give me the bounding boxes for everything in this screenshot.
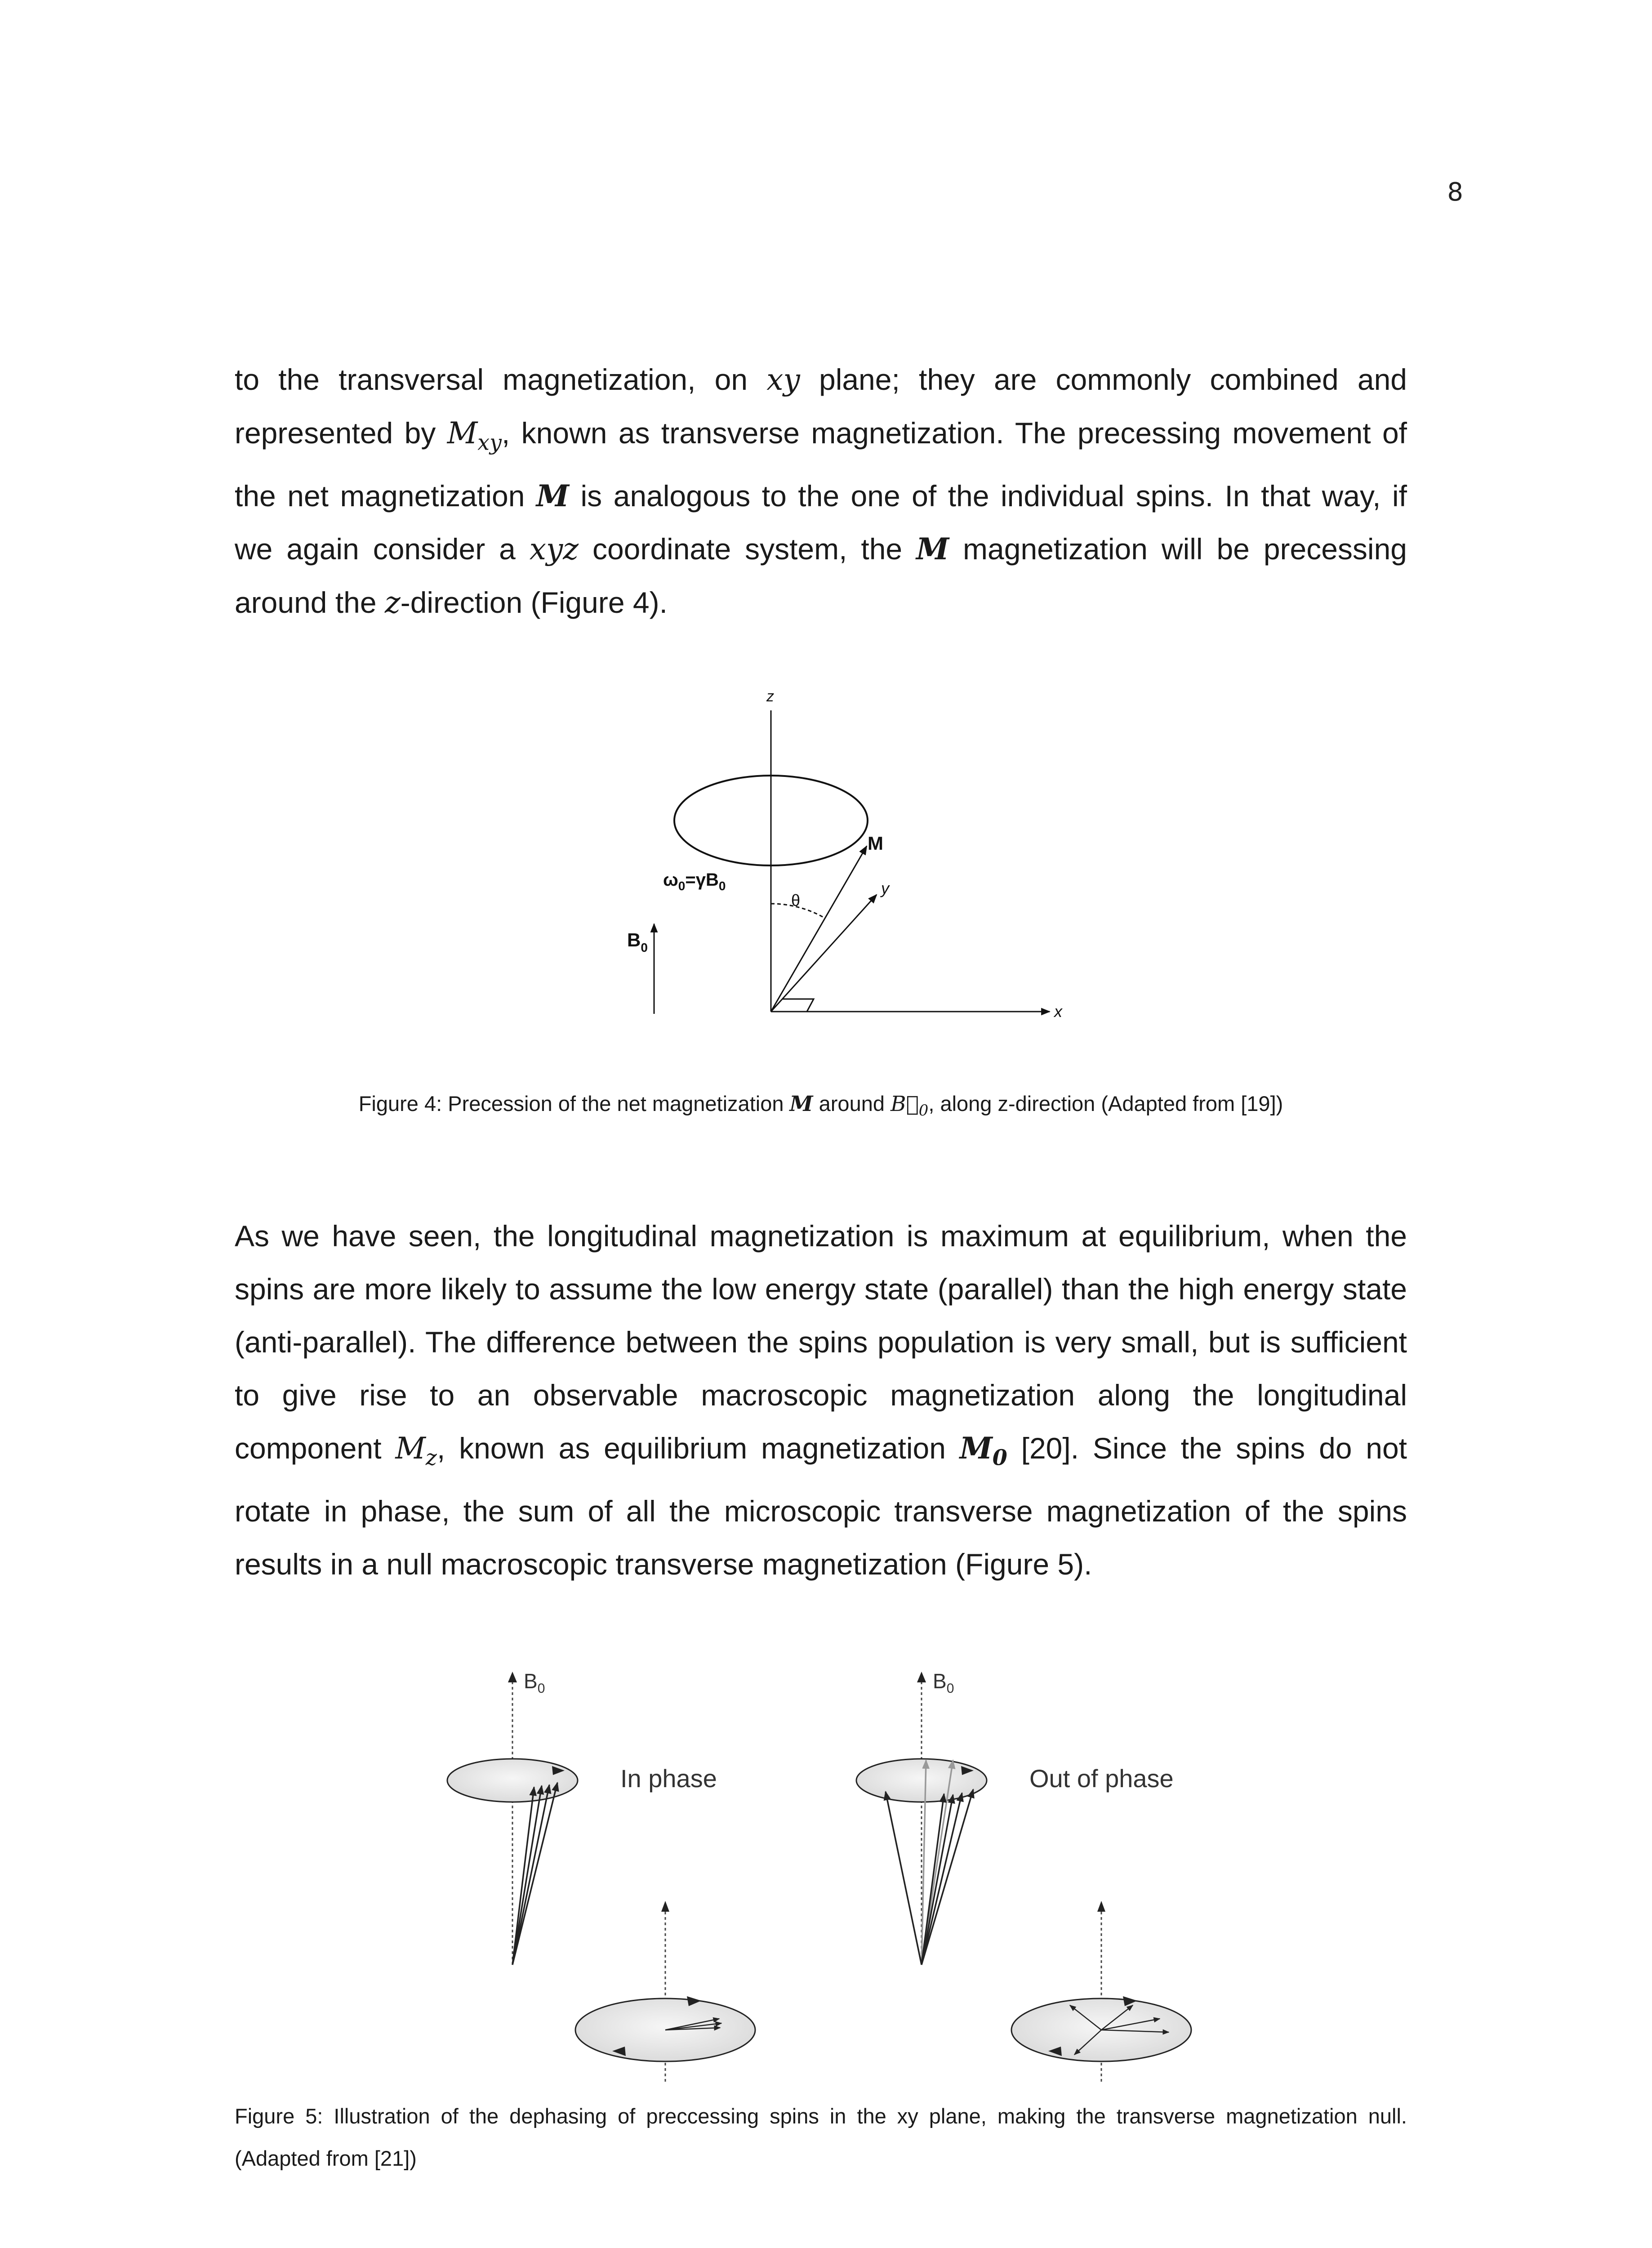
precession-cone-top-in-phase [447, 1759, 578, 1802]
paragraph-equilibrium-magnetization [235, 1209, 1407, 1591]
b0-label-in-phase: $B_0$ [524, 1669, 545, 1696]
m-vector [771, 846, 867, 1012]
in-phase-label: In phase [620, 1764, 717, 1793]
text-line: (anti-parallel). The difference between the spins population is very small, but is sufficient [235, 1325, 1407, 1359]
text-line: around the z-direction (Figure 4). [235, 585, 668, 620]
text-line: rotate in phase, the sum of all the microscopic transverse magnetization of the spins [235, 1494, 1407, 1528]
x-label: x [1054, 1002, 1062, 1021]
m-label: M [868, 833, 883, 854]
out-of-phase-label: Out of phase [1029, 1764, 1174, 1793]
text-line: results in a null macroscopic transverse magnetization (Figure 5). [235, 1548, 1092, 1581]
text-line: spins are more likely to assume the low energy state (parallel) than the high energy state [235, 1272, 1407, 1306]
text-line: we again consider a xyz coordinate system, the M magnetization will be precessing [235, 531, 1407, 567]
caption-line: Figure 5: Illustration of the dephasing of preccessing spins in the xy plane, making the transverse magnetization null. [235, 2104, 1407, 2128]
spin-vectors-in-phase [512, 1783, 557, 1965]
text-line: to give rise to an observable macroscopic magnetization along the longitudinal [235, 1378, 1407, 1412]
z-arrowhead-icon [1097, 1901, 1105, 1912]
paragraph-transverse-magnetization [235, 353, 1407, 629]
figure-5-caption [235, 2095, 1407, 2180]
b0-label: $B_0$ [627, 929, 648, 955]
z-arrowhead-icon [661, 1901, 669, 1912]
omega-label: $\omega_0=\gamma B_0$ [663, 870, 726, 893]
b0-arrowhead-icon [508, 1672, 517, 1682]
b0-label-out-of-phase: $B_0$ [933, 1669, 954, 1696]
text-line: to the transversal magnetization, on xy plane; they are commonly combined and [235, 362, 1407, 397]
precession-cone-top-out-of-phase [856, 1759, 987, 1802]
text-line: component $M_z$, known as equilibrium magnetization $M_0$ [20]. Since the spins do not [235, 1431, 1407, 1471]
page-number: 8 [1447, 178, 1463, 207]
y-label: y [881, 879, 889, 897]
text-line: As we have seen, the longitudinal magnetization is maximum at equilibrium, when the [235, 1219, 1407, 1253]
text-line: represented by $M_{xy}$, known as transverse magnetization. The precessing movement of [235, 416, 1407, 455]
figure-4-precession-diagram [584, 679, 1124, 1039]
b0-arrowhead-icon [917, 1672, 926, 1682]
z-label: z [766, 688, 774, 705]
figure-5-dephasing-diagram [432, 1664, 1241, 2091]
caption-line: (Adapted from [21]) [235, 2146, 417, 2170]
text-line: the net magnetization M is analogous to the one of the individual spins. In that way, if [235, 478, 1407, 514]
figure-4-caption: Figure 4: Precession of the net magnetization M around $B⃗_0$, along z-direction (Adapted from [19]) [358, 1092, 1283, 1120]
origin-marker [782, 999, 814, 1012]
theta-label: θ [791, 891, 801, 910]
y-axis [771, 895, 877, 1012]
